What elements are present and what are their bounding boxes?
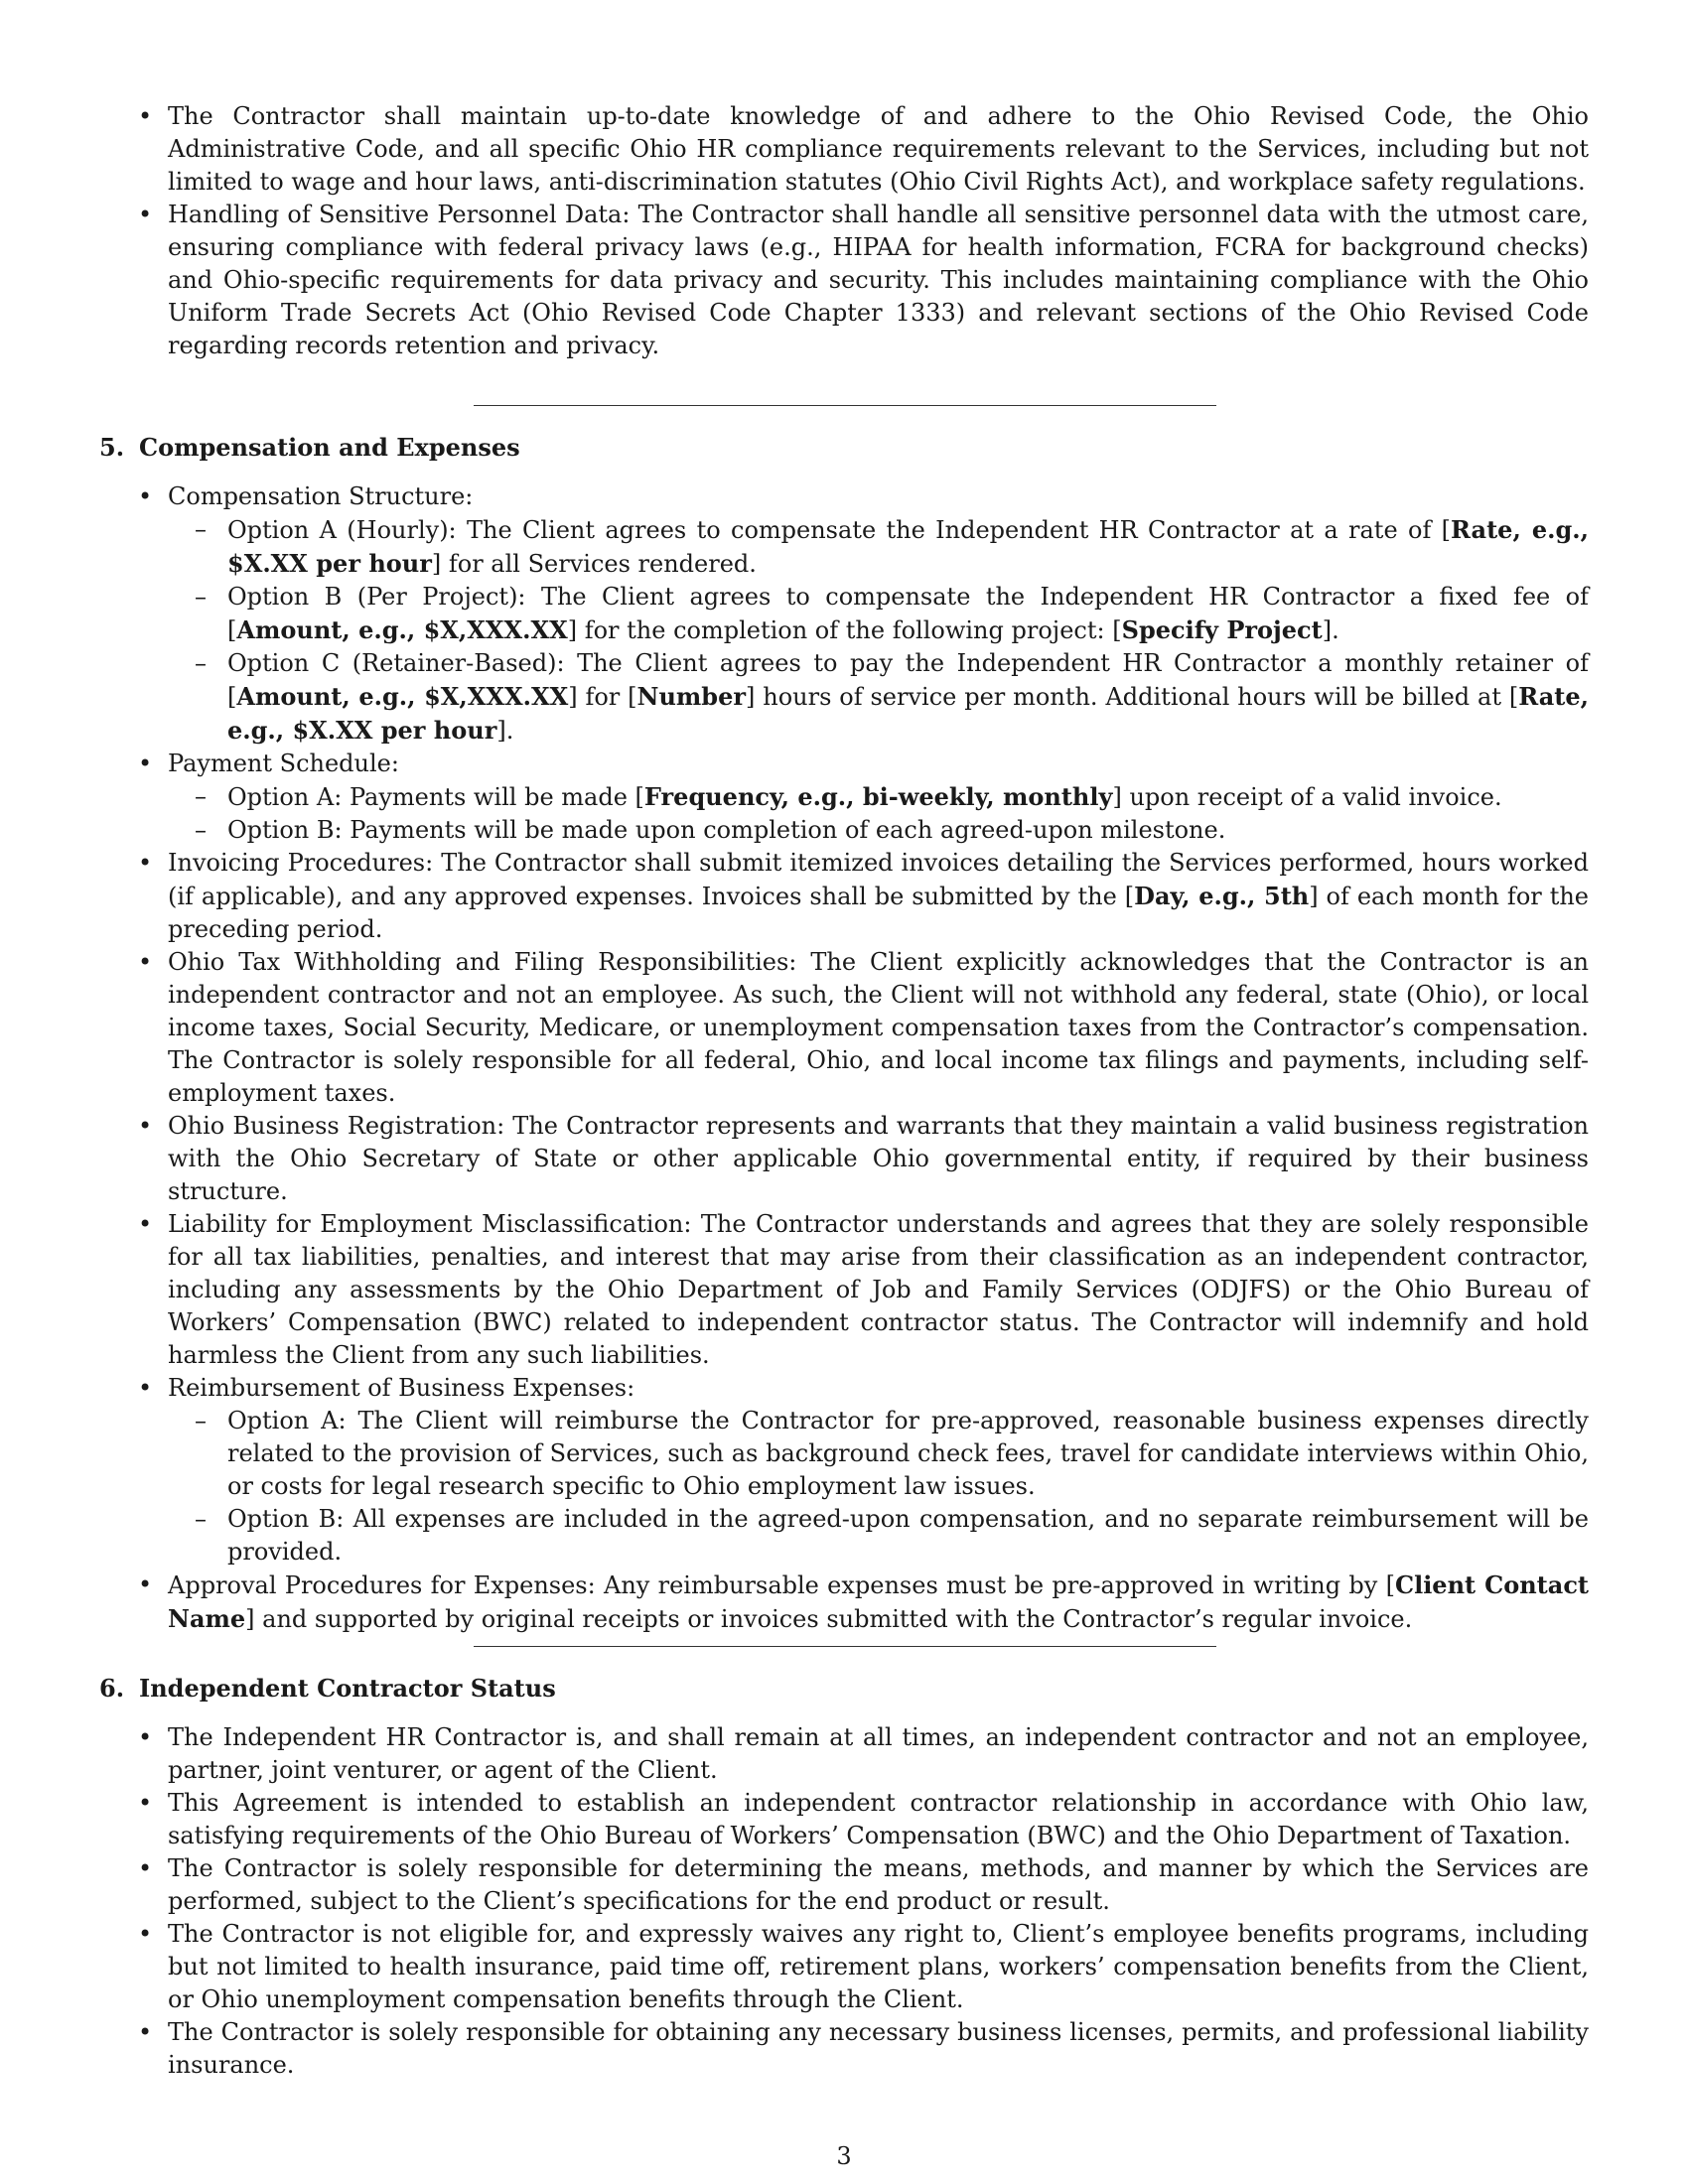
section-number: 5.: [99, 433, 125, 462]
placeholder-field: Amount, e.g., $X,XXX.XX: [236, 682, 569, 711]
text-run: Invoicing Procedures: The Contractor shall submit itemized invoices detailing the Services performed, hours worked (if applicable), and any approved expenses. Invoices shall be submitted by the [: [168, 849, 1589, 910]
section-heading-6: [99, 1672, 556, 1705]
text-run: ] for [: [568, 683, 637, 711]
placeholder-field: Rate, e.g., $X.XX per hour: [227, 682, 1589, 745]
section-heading-5: [99, 431, 520, 464]
sub-list-item: [168, 513, 1589, 581]
placeholder-field: Rate, e.g., $X.XX per hour: [227, 515, 1589, 578]
list-item: • Handling of Sensitive Personnel Data: The Contractor shall handle all sensitive personnel data with the utmost care, ensuring compliance with federal privacy laws (e.g., HIPAA for health information, FCRA for background checks) and Ohio-specific requirements for data privacy and security. This includes maintaining compliance with the Ohio Uniform Trade Secrets Act (Ohio Revised Code Chapter 1333) and relevant sections of the Ohio Revised Code regarding records retention and privacy.: [99, 199, 1589, 362]
list-item: • The Contractor is not eligible for, and expressly waives any right to, Client’s employee benefits programs, including but not limited to health insurance, paid time off, retirement plans, workers’ compensation benefits from the Client, or Ohio unemployment compensation benefits through the Client.: [99, 1918, 1589, 2016]
compensation-structure-label: Compensation Structure:: [168, 482, 474, 510]
section-divider: [474, 405, 1216, 406]
sub-list-item: [168, 647, 1589, 748]
placeholder-field: Amount, e.g., $X,XXX.XX: [236, 615, 568, 644]
list-item: [99, 480, 1589, 748]
list-item: • Liability for Employment Misclassification: The Contractor understands and agrees that they are solely responsible for all tax liabilities, penalties, and interest that may arise from their classification as an independent contractor, including any assessments by the Ohio Department of Job and Family Services (ODJFS) or the Ohio Bureau of Workers’ Compensation (BWC) related to independent contractor status. The Contractor will indemnify and hold harmless the Client from any such liabilities.: [99, 1208, 1589, 1372]
sub-list-item: [168, 581, 1589, 647]
section-6-bullet-list: [99, 1721, 1589, 2082]
section-title: Independent Contractor Status: [139, 1674, 556, 1703]
sub-list-item: – Option A: The Client will reimburse the Contractor for pre-approved, reasonable business expenses directly related to the provision of Services, such as background check fees, travel for candidate interviews within Ohio, or costs for legal research specific to Ohio employment law issues.: [168, 1405, 1589, 1503]
sub-list-item: [168, 780, 1589, 814]
section-divider: [474, 1646, 1216, 1647]
page-number: 3: [836, 2142, 852, 2170]
sub-list-item: – Option B: All expenses are included in the agreed-upon compensation, and no separate reimbursement will be provided.: [168, 1503, 1589, 1569]
list-item: • The Contractor is solely responsible for determining the means, methods, and manner by which the Services are performed, subject to the Client’s specifications for the end product or result.: [99, 1852, 1589, 1918]
text-run: Option B (Per Project): The Client agrees to compensate the Independent HR Contractor a fixed fee of [: [227, 583, 1589, 644]
section-5-bullet-list: [99, 480, 1589, 1636]
list-item: • Ohio Tax Withholding and Filing Responsibilities: The Client explicitly acknowledges that the Contractor is an independent contractor and not an employee. As such, the Client will not withhold any federal, state (Ohio), or local income taxes, Social Security, Medicare, or unemployment compensation taxes from the Contractor’s compensation. The Contractor is solely responsible for all federal, Ohio, and local income tax filings and payments, including self-employment taxes.: [99, 946, 1589, 1110]
text-run: ] for the completion of the following project: [: [567, 616, 1122, 644]
list-item: • The Contractor shall maintain up-to-date knowledge of and adhere to the Ohio Revised Code, the Ohio Administrative Code, and all specific Ohio HR compliance requirements relevant to the Services, including but not limited to wage and hour laws, anti-discrimination statutes (Ohio Civil Rights Act), and workplace safety regulations.: [99, 100, 1589, 199]
placeholder-field: Frequency, e.g., bi-weekly, monthly: [643, 782, 1113, 811]
text-run: Option C (Retainer-Based): The Client agrees to pay the Independent HR Contractor a monthly retainer of [: [227, 649, 1589, 711]
text-run: Option A (Hourly): The Client agrees to compensate the Independent HR Contractor at a rate of [: [227, 516, 1452, 544]
sub-list-item: – Option B: Payments will be made upon completion of each agreed-upon milestone.: [168, 814, 1589, 847]
list-item: [99, 748, 1589, 847]
list-item: • This Agreement is intended to establish an independent contractor relationship in accordance with Ohio law, satisfying requirements of the Ohio Bureau of Workers’ Compensation (BWC) and the Ohio Department of Taxation.: [99, 1787, 1589, 1852]
section-title: Compensation and Expenses: [139, 433, 520, 462]
reimbursement-label: Reimbursement of Business Expenses:: [168, 1374, 635, 1402]
list-item: • Ohio Business Registration: The Contractor represents and warrants that they maintain a valid business registration with the Ohio Secretary of State or other applicable Ohio governmental entity, if required by their business structure.: [99, 1110, 1589, 1208]
intro-bullet-list: [99, 100, 1589, 362]
list-item: • The Contractor is solely responsible for obtaining any necessary business licenses, permits, and professional liability insurance.: [99, 2016, 1589, 2082]
text-run: ] upon receipt of a valid invoice.: [1112, 783, 1502, 811]
text-run: ] and supported by original receipts or invoices submitted with the Contractor’s regular invoice.: [245, 1605, 1413, 1633]
list-item: [99, 847, 1589, 946]
text-run: ].: [1322, 616, 1339, 644]
text-run: ].: [496, 717, 514, 745]
placeholder-field: Specify Project: [1121, 615, 1323, 644]
section-number: 6.: [99, 1674, 125, 1703]
text-run: Option A: Payments will be made [: [227, 783, 644, 811]
list-item: [99, 1372, 1589, 1569]
list-item: • The Independent HR Contractor is, and shall remain at all times, an independent contractor and not an employee, partner, joint venturer, or agent of the Client.: [99, 1721, 1589, 1787]
payment-schedule-label: Payment Schedule:: [168, 750, 399, 777]
placeholder-field: Client Contact Name: [168, 1570, 1590, 1633]
text-run: ] of each month for the preceding period.: [168, 883, 1589, 943]
text-run: Approval Procedures for Expenses: Any reimbursable expenses must be pre-approved in writing by [: [168, 1571, 1395, 1599]
text-run: ] hours of service per month. Additional hours will be billed at [: [746, 683, 1519, 711]
text-run: ] for all Services rendered.: [431, 550, 757, 578]
list-item: [99, 1569, 1589, 1636]
placeholder-field: Day, e.g., 5th: [1134, 882, 1310, 910]
placeholder-field: Number: [636, 682, 746, 711]
